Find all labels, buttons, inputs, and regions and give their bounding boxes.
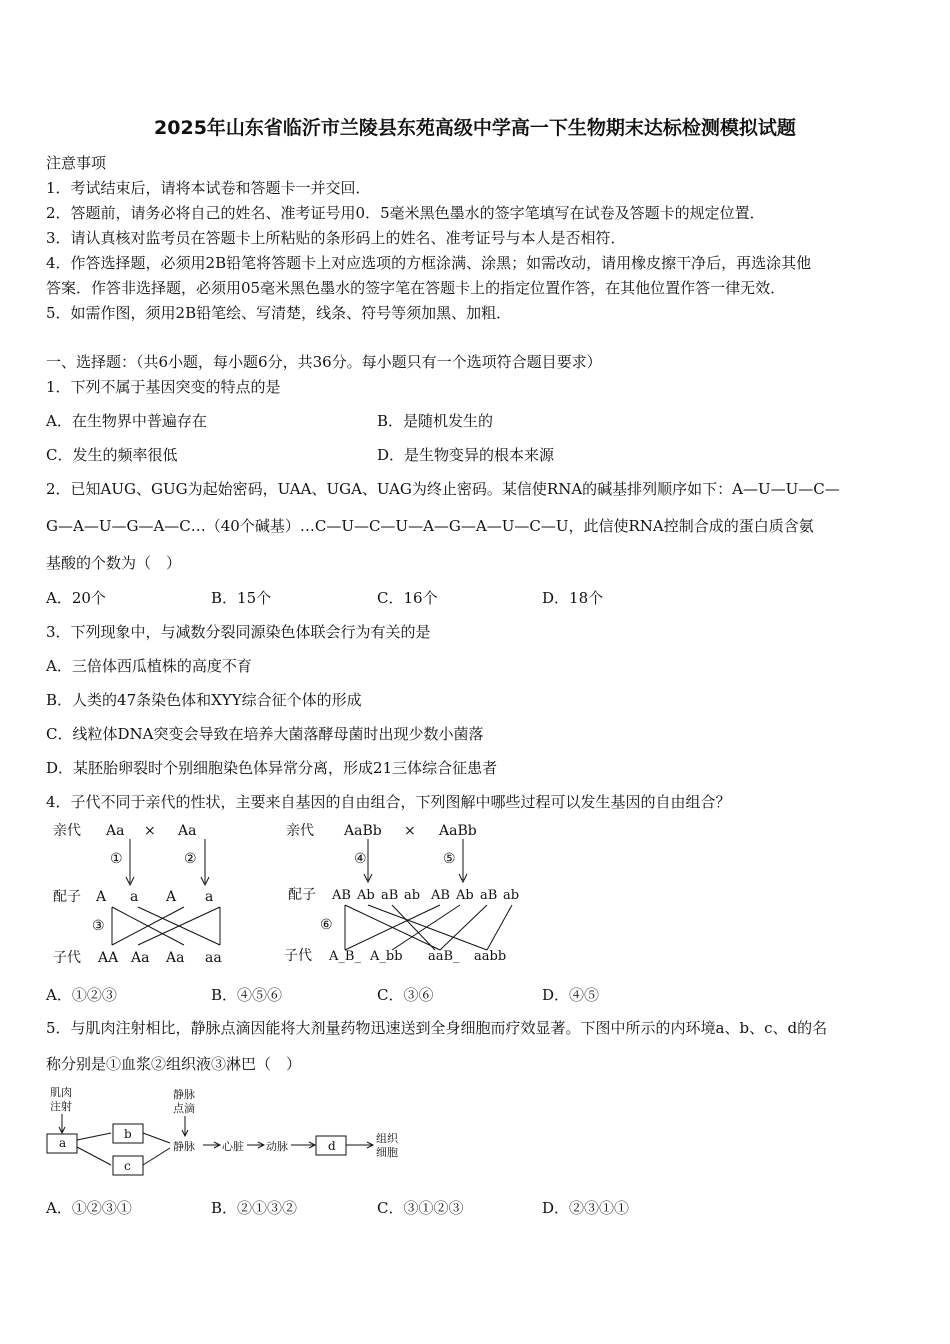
question-5-stem: 5．与肌肉注射相比，静脉点滴因能将大剂量药物迅速送到全身细胞而疗效显著。下图中所示的内环境a、b、c、d的名 — [46, 1019, 828, 1037]
times-sign: × — [404, 823, 416, 839]
q4-option-a[interactable]: A．①②③ — [46, 986, 117, 1004]
tissue-cell-label: 细胞 — [376, 1146, 398, 1159]
right-gamete: ab — [503, 888, 520, 903]
left-gamete: A — [96, 889, 107, 905]
question-2-stem: 基酸的个数为（ ） — [46, 554, 182, 572]
q4-option-b[interactable]: B．④⑤⑥ — [211, 986, 283, 1004]
q3-option-d[interactable]: D．某胚胎卵裂时个别细胞染色体异常分离，形成21三体综合征患者 — [46, 759, 498, 777]
q1-option-b[interactable]: B．是随机发生的 — [377, 412, 494, 430]
inheritance-diagram — [0, 815, 950, 975]
question-4-stem: 4．子代不同于亲代的性状，主要来自基因的自由组合，下列图解中哪些过程可以发生基因的自由组合？ — [46, 793, 731, 811]
parent-label: 亲代 — [53, 823, 81, 839]
right-offspring: aabb — [474, 949, 507, 964]
offspring-label: 子代 — [53, 950, 81, 966]
right-gamete: aB — [480, 888, 498, 903]
process-4: ④ — [354, 851, 367, 867]
q5-option-b[interactable]: B．②①③② — [211, 1199, 298, 1217]
notice-item: 2．答题前，请务必将自己的姓名、准考证号用0．5毫米黑色墨水的签字笔填写在试卷及答题卡的规定位置． — [46, 204, 765, 222]
notice-item: 答案．作答非选择题，必须用05毫米黑色墨水的签字笔在答题卡上的指定位置作答，在其他位置作答一律无效． — [46, 279, 786, 297]
right-gamete: Ab — [456, 888, 474, 903]
left-offspring: AA — [98, 950, 119, 966]
iv-drip-label: 点滴 — [173, 1102, 195, 1115]
box-b-label: b — [124, 1127, 132, 1141]
notice-item: 1．考试结束后，请将本试卷和答题卡一并交回． — [46, 179, 371, 197]
parent-label: 亲代 — [286, 823, 314, 839]
page-title: 2025年山东省临沂市兰陵县东苑高级中学高一下生物期末达标检测模拟试题 — [154, 117, 796, 139]
question-2-stem: G—A—U—G—A—C…（40个碱基）…C—U—C—U—A—G—A—U—C—U，此信使RNA控制合成的蛋白质含氨 — [46, 517, 814, 535]
notice-item: 4．作答选择题，必须用2B铅笔将答题卡上对应选项的方框涂满、涂黑；如需改动，请用橡皮擦干净后，再选涂其他 — [46, 254, 812, 272]
gamete-label: 配子 — [288, 887, 316, 903]
left-gamete: A — [166, 889, 177, 905]
q4-option-c[interactable]: C．③⑥ — [377, 986, 434, 1004]
q1-option-a[interactable]: A．在生物界中普遍存在 — [46, 412, 207, 430]
muscle-injection-label: 注射 — [50, 1100, 72, 1113]
right-gamete: ab — [404, 888, 421, 903]
q5-option-a[interactable]: A．①②③① — [46, 1199, 132, 1217]
process-6: ⑥ — [320, 917, 333, 933]
q2-option-a[interactable]: A．20个 — [46, 589, 106, 607]
box-c-label: c — [124, 1159, 131, 1173]
q2-option-c[interactable]: C．16个 — [377, 589, 438, 607]
right-parent-2: AaBb — [439, 823, 477, 839]
notice-item: 3．请认真核对监考员在答题卡上所粘贴的条形码上的姓名、准考证号与本人是否相符． — [46, 229, 626, 247]
process-3: ③ — [92, 918, 105, 934]
circulation-lines — [47, 1114, 373, 1175]
box-d-label: d — [328, 1139, 336, 1153]
offspring-label: 子代 — [284, 948, 312, 964]
question-1-stem: 1．下列不属于基因突变的特点的是 — [46, 378, 281, 396]
circulation-diagram — [0, 1080, 950, 1180]
gamete-label: 配子 — [53, 889, 81, 905]
left-gamete: a — [130, 889, 139, 905]
iv-drip-label: 静脉 — [173, 1088, 195, 1101]
question-5-stem: 称分别是①血浆②组织液③淋巴（ ） — [46, 1055, 302, 1073]
right-offspring: aaB_ — [428, 949, 460, 964]
section-heading: 一、选择题：（共6小题，每小题6分，共36分。每小题只有一个选项符合题目要求） — [46, 353, 602, 371]
q3-option-b[interactable]: B．人类的47条染色体和XYY综合征个体的形成 — [46, 691, 362, 709]
tissue-cell-label: 组织 — [376, 1132, 398, 1145]
notice-heading: 注意事项 — [46, 154, 107, 172]
right-gamete: AB — [431, 888, 450, 903]
q3-option-c[interactable]: C．线粒体DNA突变会导致在培养大菌落酵母菌时出现少数小菌落 — [46, 725, 484, 743]
notice-item: 5．如需作图，须用2B铅笔绘、写清楚，线条、符号等须加黑、加粗． — [46, 304, 512, 322]
right-gamete: AB — [332, 888, 351, 903]
times-sign: × — [144, 823, 156, 839]
process-2: ② — [184, 851, 197, 867]
q4-option-d[interactable]: D．④⑤ — [542, 986, 600, 1004]
artery-label: 动脉 — [266, 1140, 288, 1153]
left-offspring: Aa — [131, 950, 150, 966]
q2-option-d[interactable]: D．18个 — [542, 589, 604, 607]
question-2-stem: 2．已知AUG、GUG为起始密码，UAA、UGA、UAG为终止密码。某信使RNA的碱基排列顺序如下：A—U—U—C— — [46, 480, 840, 498]
left-offspring: aa — [205, 950, 222, 966]
q1-option-c[interactable]: C．发生的频率很低 — [46, 446, 178, 464]
right-gamete: Ab — [357, 888, 375, 903]
q5-option-c[interactable]: C．③①②③ — [377, 1199, 464, 1217]
muscle-injection-label: 肌肉 — [50, 1086, 72, 1099]
question-3-stem: 3．下列现象中，与减数分裂同源染色体联会行为有关的是 — [46, 623, 431, 641]
left-gamete: a — [205, 889, 214, 905]
right-gamete: aB — [381, 888, 399, 903]
box-a-label: a — [59, 1136, 67, 1150]
heart-label: 心脏 — [222, 1140, 244, 1153]
left-parent-1: Aa — [106, 823, 125, 839]
q1-option-d[interactable]: D．是生物变异的根本来源 — [377, 446, 555, 464]
left-offspring: Aa — [166, 950, 185, 966]
process-5: ⑤ — [443, 851, 456, 867]
vein-label: 静脉 — [173, 1140, 195, 1153]
process-1: ① — [110, 851, 123, 867]
right-offspring: A_bb — [370, 949, 403, 964]
q2-option-b[interactable]: B．15个 — [211, 589, 272, 607]
right-parent-1: AaBb — [344, 823, 382, 839]
right-offspring: A_B_ — [329, 949, 361, 964]
q3-option-a[interactable]: A．三倍体西瓜植株的高度不育 — [46, 657, 252, 675]
left-parent-2: Aa — [178, 823, 197, 839]
q5-option-d[interactable]: D．②③①① — [542, 1199, 630, 1217]
